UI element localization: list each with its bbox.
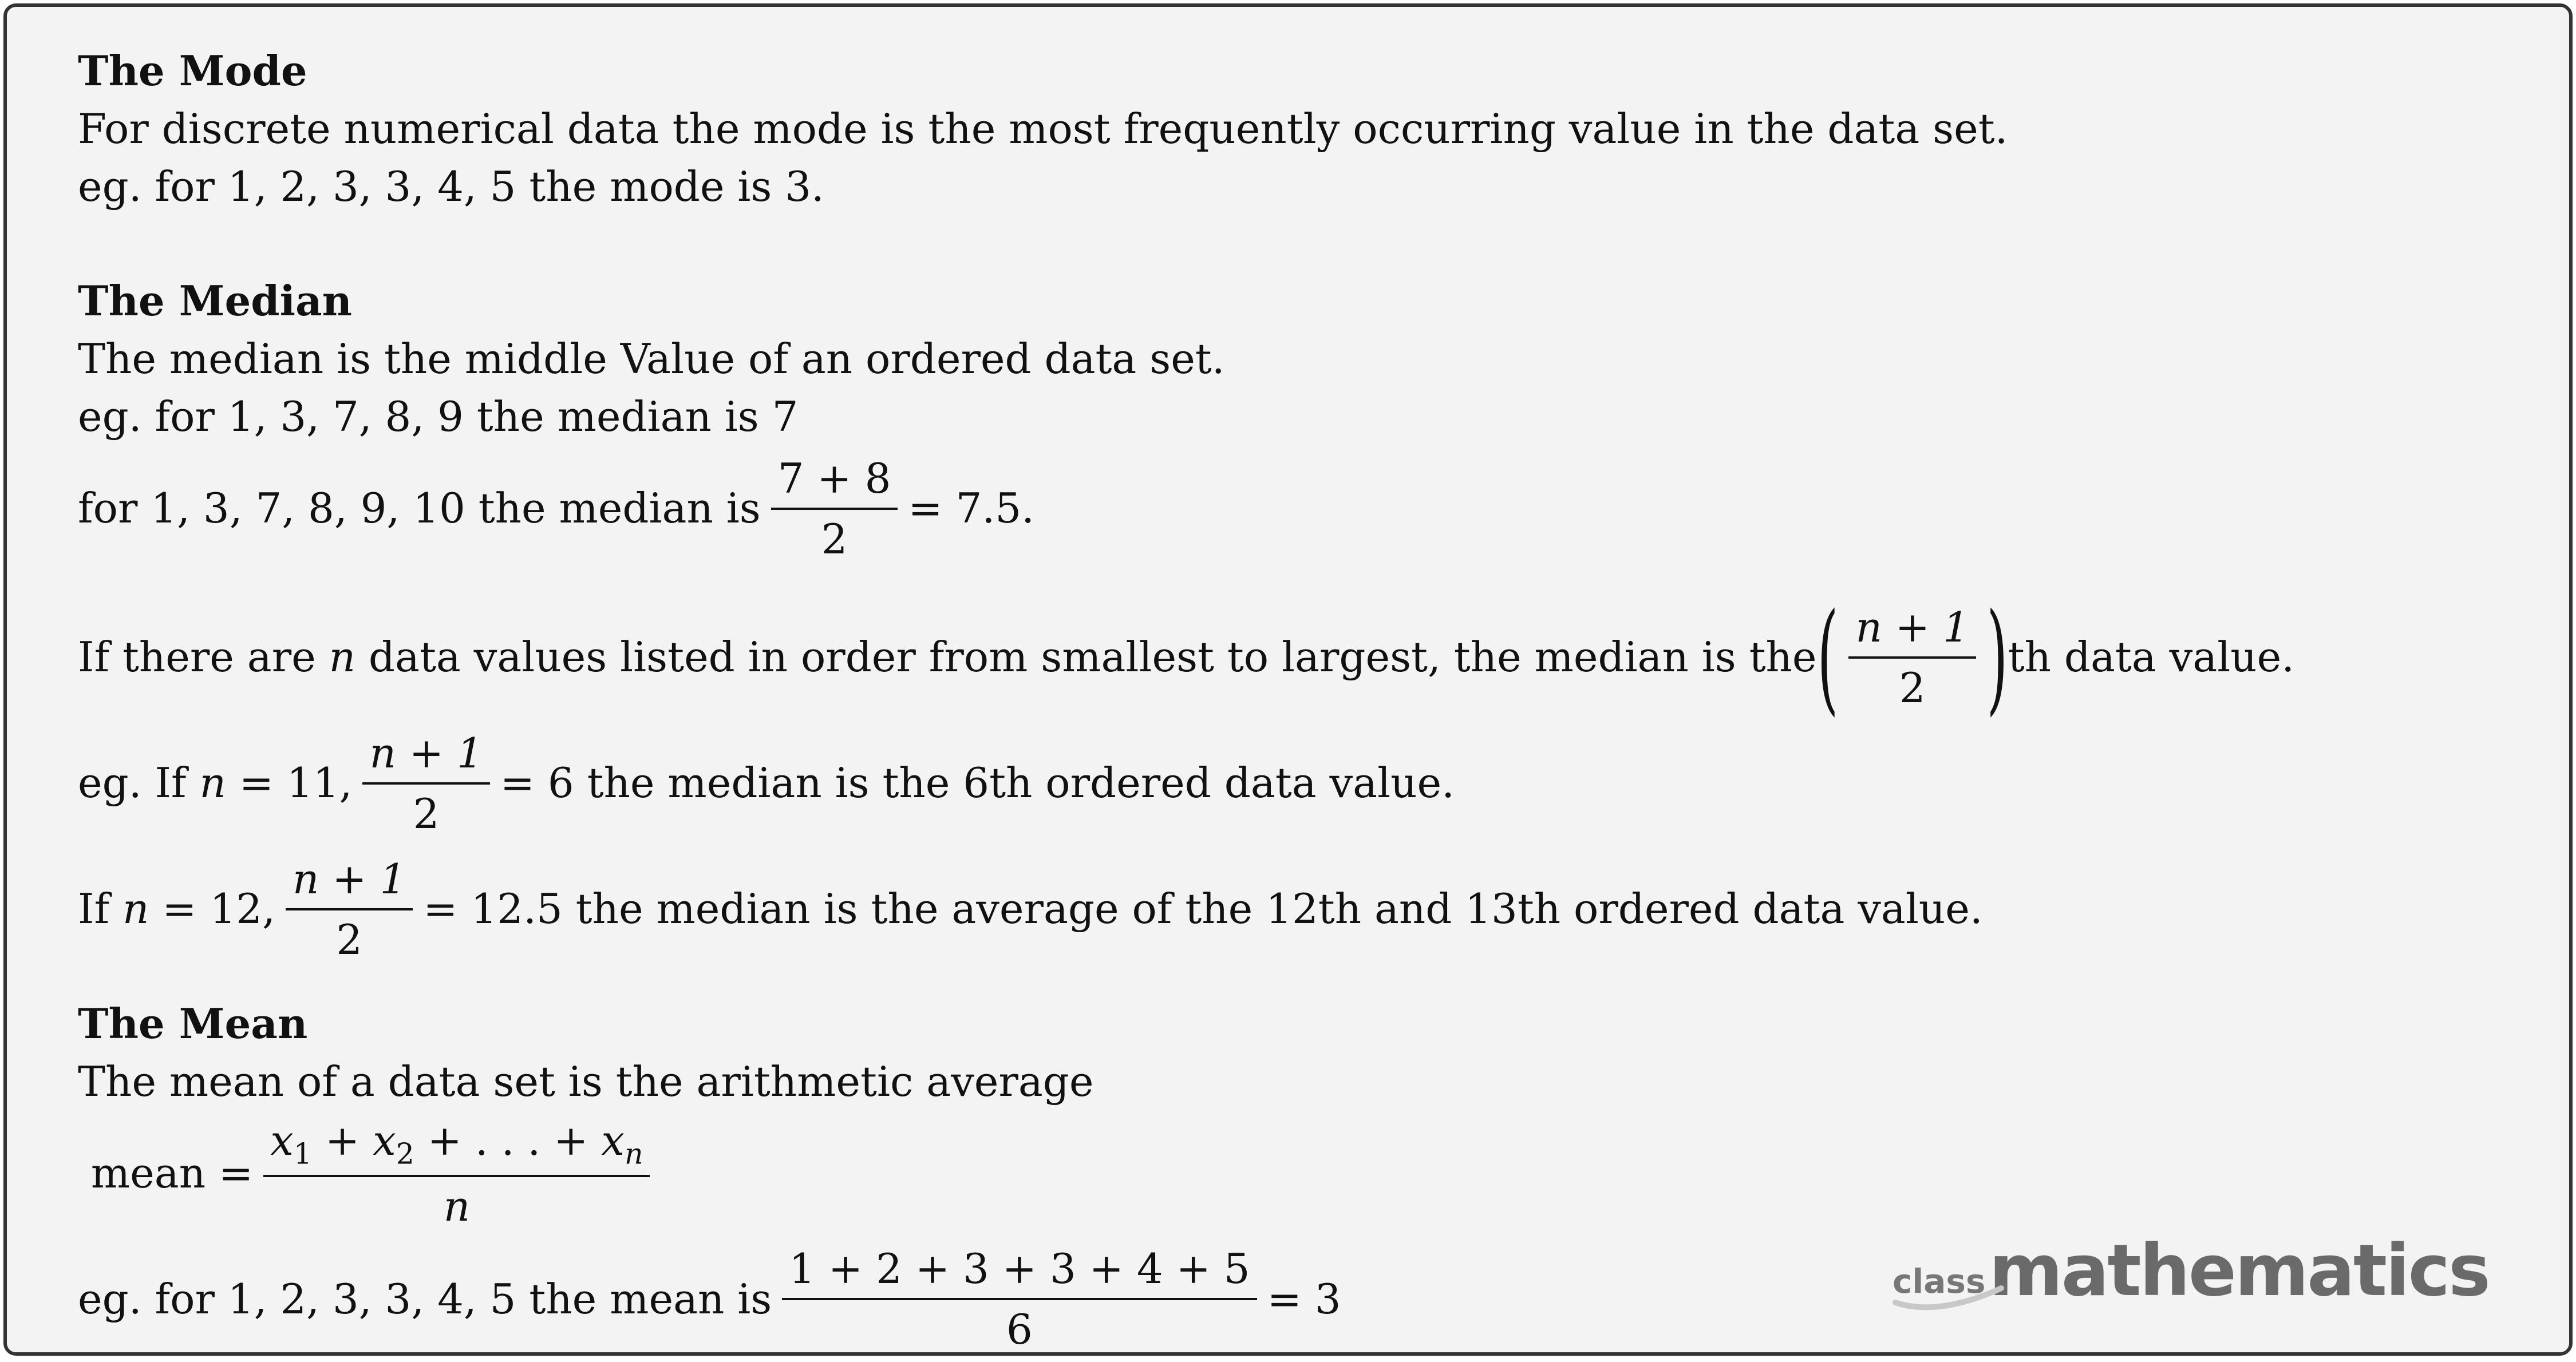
eg1-fraction	[362, 727, 489, 840]
general-middle: data values listed in order from smallest to largest, the median is the	[368, 633, 1817, 682]
eg1-denominator: 2	[413, 789, 440, 838]
notes-card	[3, 3, 2573, 1356]
logo-class-text: class	[1893, 1262, 1986, 1301]
mean-example-fraction	[782, 1243, 1257, 1355]
var-x2: x	[373, 1116, 396, 1165]
mean-denominator: n	[443, 1182, 471, 1231]
median-general-rule	[78, 587, 2482, 727]
median-heading: The Median	[78, 276, 353, 326]
mode-heading: The Mode	[78, 46, 307, 95]
fraction-bar	[362, 782, 489, 785]
mean-example-numerator: 1 + 2 + 3 + 3 + 4 + 5	[789, 1245, 1250, 1293]
mean-fraction	[263, 1115, 650, 1232]
sub-2: 2	[396, 1137, 414, 1171]
var-x1: x	[270, 1116, 294, 1165]
ellipsis-plus: + . . . +	[427, 1116, 588, 1165]
classmathematics-logo	[1893, 1230, 2489, 1312]
eg2-eq: = 12,	[162, 885, 275, 933]
general-var: n	[329, 633, 356, 682]
median-even-prefix: for 1, 3, 7, 8, 9, 10 the median is	[78, 484, 761, 533]
notes-content	[78, 42, 2482, 1362]
sub-1: 1	[293, 1137, 312, 1171]
eg2-suffix: = 12.5 the median is the average of the 12th and 13th ordered data value.	[423, 885, 1983, 933]
general-denominator: 2	[1899, 663, 1926, 712]
sub-n: n	[625, 1137, 643, 1171]
median-eg-even-n	[78, 846, 2482, 972]
eg1-suffix: = 6 the median is the 6th ordered data value.	[500, 759, 1455, 807]
mean-formula	[78, 1110, 2482, 1236]
plus-sign: +	[325, 1116, 360, 1165]
fraction-bar	[782, 1298, 1257, 1300]
logo-swoosh-icon	[1893, 1277, 2007, 1317]
mean-definition: The mean of a data set is the arithmetic average	[78, 1057, 1094, 1106]
median-even-suffix: = 7.5.	[908, 484, 1035, 533]
mean-example-suffix: = 3	[1267, 1274, 1341, 1323]
fraction-bar	[263, 1175, 650, 1177]
mode-definition: For discrete numerical data the mode is the most frequently occurring value in the data set.	[78, 104, 2008, 153]
right-paren: )	[1986, 587, 2008, 727]
fraction-bar	[771, 508, 898, 510]
general-prefix: If there are	[78, 633, 316, 682]
mode-example: eg. for 1, 2, 3, 3, 4, 5 the mode is 3.	[78, 162, 824, 211]
eg2-prefix: If	[78, 885, 110, 933]
eg2-fraction	[286, 853, 413, 965]
general-numerator: n + 1	[1855, 603, 1969, 651]
median-eg-odd-n	[78, 720, 2482, 846]
mean-example-denominator: 6	[1006, 1305, 1033, 1354]
var-xn: x	[601, 1116, 625, 1165]
fraction-bar	[286, 908, 413, 910]
left-paren: (	[1817, 587, 1838, 727]
mean-label: mean	[90, 1149, 206, 1197]
mean-numerator	[263, 1115, 650, 1171]
eg1-eq: = 11,	[239, 759, 353, 807]
mean-equals: =	[218, 1149, 254, 1197]
median-even-denominator: 2	[821, 514, 848, 563]
general-suffix: th data value.	[2008, 633, 2295, 682]
eg2-denominator: 2	[336, 915, 363, 964]
median-example-odd: eg. for 1, 3, 7, 8, 9 the median is 7	[78, 392, 799, 441]
median-even-fraction	[771, 453, 898, 565]
mean-heading: The Mean	[78, 999, 308, 1048]
eg1-prefix: eg. If	[78, 759, 187, 807]
eg1-var: n	[199, 759, 226, 807]
eg1-numerator: n + 1	[369, 728, 483, 777]
median-example-even	[78, 446, 2482, 572]
eg2-numerator: n + 1	[292, 854, 406, 903]
median-definition: The median is the middle Value of an ordered data set.	[78, 335, 1225, 383]
general-fraction	[1848, 601, 1976, 714]
fraction-bar	[1848, 656, 1976, 659]
eg2-var: n	[122, 885, 149, 933]
logo-mathematics-text: mathematics	[1989, 1230, 2489, 1312]
median-even-numerator: 7 + 8	[777, 454, 891, 502]
mean-example-prefix: eg. for 1, 2, 3, 3, 4, 5 the mean is	[78, 1274, 772, 1323]
